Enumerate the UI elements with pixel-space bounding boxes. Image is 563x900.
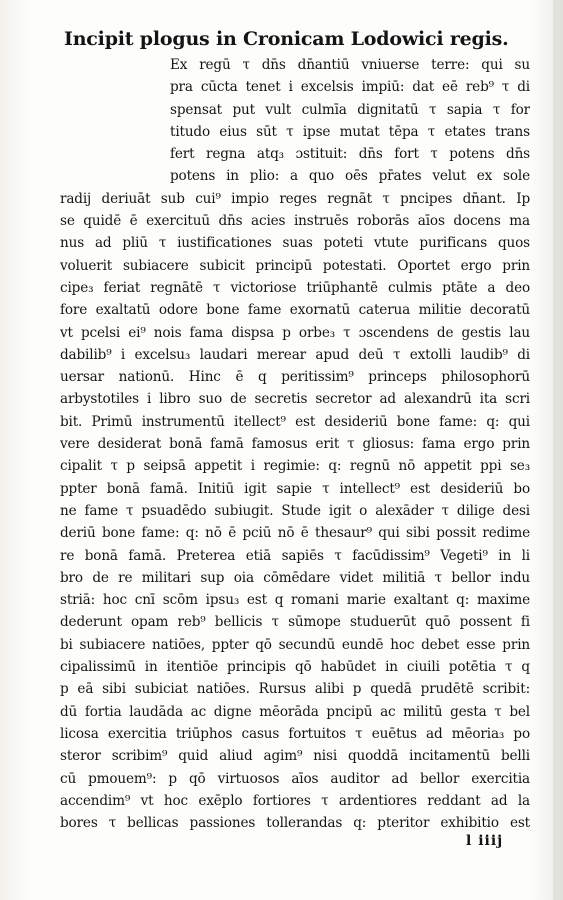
text-line: cipe₃ feriat regnātē τ victoriose triūphantē culmis ptāte a deo	[60, 279, 530, 296]
text-line: Ex regū τ dn̄s dn̄antiū vniuerse terre: qui su	[170, 57, 530, 73]
signature-mark: l iiij	[466, 833, 504, 849]
text-line: cipalit τ p seipsā appetit i regimie: q: regnū nō appetit ppi se₃	[60, 458, 530, 475]
text-line: vere desiderat bonā famā famosus erit τ gliosus: fama ergo prin	[60, 436, 530, 453]
text-line: nus ad pliū τ iustificationes suas poteti vtute purificans quos	[60, 235, 530, 252]
text-line: bores τ bellicas passiones tollerandas q: pteritor exhibitio est	[60, 815, 530, 832]
text-line: cū pmouem⁹: p qō virtuosos aīos auditor ad bellor exercitia	[60, 770, 530, 787]
text-line: bro de re militari sup oia cōmēdare videt militiā τ bellor indu	[60, 569, 530, 586]
text-line: se quidē ē exercituū dn̄s acies instruēs roborās aīos docens ma	[60, 213, 530, 230]
text-block	[60, 26, 530, 834]
text-line: radij deriuāt sub cui⁹ impio reges regnāt τ pncipes dn̄ant. Ip	[60, 190, 530, 207]
text-line: titudo eius sūt τ ipse mutat tēpa τ etates trans	[170, 123, 530, 140]
text-line: pra cūcta tenet i excelsis impiū: dat eē reb⁹ τ di	[170, 79, 530, 96]
text-line: accendim⁹ vt hoc exēplo fortiores τ ardentiores reddant ad la	[60, 792, 530, 809]
text-line: arbystotiles i libro suo de secretis secretor ad alexandrū ita scri	[60, 391, 530, 408]
text-line: bit. Primū instrumentū itellect⁹ est desideriū bone fame: q: qui	[60, 413, 530, 430]
initial-space	[60, 56, 160, 146]
text-line: deriū bone fame: q: nō ē pciū nō ē thesaur⁹ qui sibi possit redime	[60, 525, 530, 542]
text-line: p eā sibi subiciat natiōes. Rursus alibi p quedā prudētē scribit:	[60, 681, 530, 698]
text-line: dū fortia laudāda ac digne mēorāda pncipū ac militū gesta τ bel	[60, 703, 530, 720]
text-line: steror scribim⁹ quid aliud agim⁹ nisi quoddā incitamentū belli	[60, 748, 530, 765]
text-line: fert regna atq₃ ɔstituit: dn̄s fort τ potens dn̄s	[170, 146, 530, 163]
text-line: ppter bonā famā. Initiū igit sapie τ intellect⁹ est desideriū bo	[60, 480, 530, 497]
text-line: fore exaltatū odore bone fame exornatū caterua militie decoratū	[60, 302, 530, 319]
text-line: potens in plio: a quo oēs pr̄ates velut ex sole	[170, 168, 530, 185]
page-heading: Incipit plogus in Cronicam Lodowici regis.	[64, 28, 509, 50]
body-text	[60, 54, 530, 834]
text-line: dederunt opam reb⁹ bellicis τ sūmope studuerūt quō possent fi	[60, 614, 530, 631]
text-line: voluerit subiacere subicit principū potestati. Oportet ergo prin	[60, 257, 530, 274]
text-line: striā: hoc cnī scōm ipsu₃ est q romani marie exaltant q: maxime	[60, 592, 530, 609]
text-line: ne fame τ psuadēdo subiugit. Stude igit o alexāder τ dilige desi	[60, 502, 530, 519]
text-line: dabilib⁹ i excelsu₃ laudari merear apud deū τ extolli laudib⁹ di	[60, 346, 530, 363]
text-line: bi subiacere natiōes, ppter qō secundū eundē hoc debet esse prin	[60, 636, 530, 653]
text-line: uersar nationū. Hinc ē q peritissim⁹ princeps philosophorū	[60, 369, 530, 386]
text-line: cipalissimū in itentiōe principis qō habūdet in ciuili potētia τ q	[60, 659, 530, 676]
text-line: spensat put vult culmīa dignitatū τ sapia τ for	[170, 101, 530, 118]
text-line: licosa exercitia triūphos casus fortuitos τ euētus ad mēoria₃ po	[60, 725, 530, 742]
text-line: vt pcelsi ei⁹ nois fama dispsa p orbe₃ τ ɔscendens de gestis lau	[60, 324, 530, 341]
text-line: re bonā famā. Preterea etiā sapiēs τ facūdissim⁹ Vegeti⁹ in li	[60, 547, 530, 564]
